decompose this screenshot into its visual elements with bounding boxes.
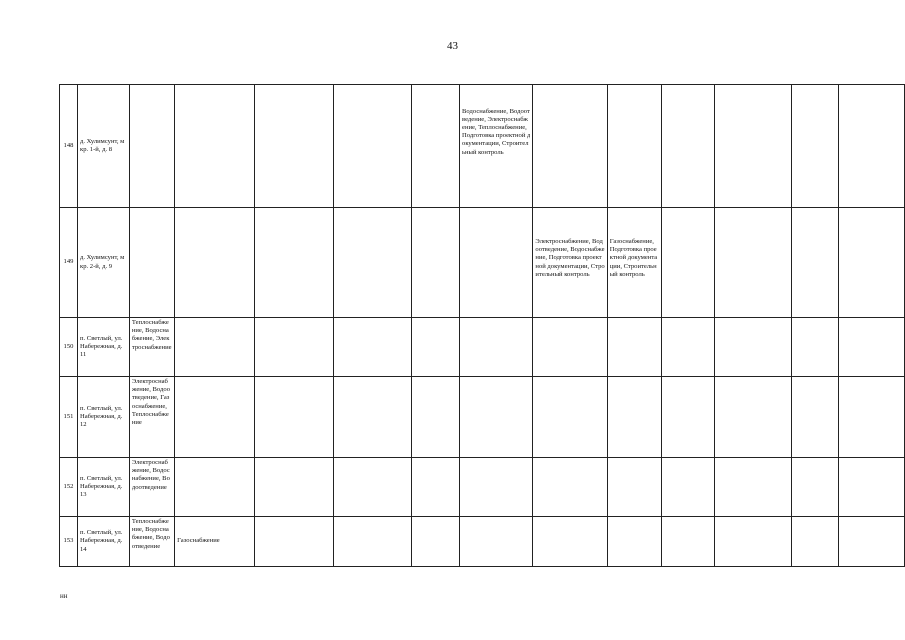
work-cell	[460, 318, 533, 377]
work-cell-text: Электроснабжение, Водоснабжение, Водоотведение	[131, 459, 170, 491]
work-cell-text: Теплоснабжение, Водоснабжение, Водоотведение	[131, 518, 170, 550]
address-cell: п. Светлый, ул. Набережная, д. 14	[77, 517, 129, 567]
row-number: 153	[60, 517, 78, 567]
table-row	[60, 208, 905, 318]
work-cell	[607, 85, 661, 208]
address-cell: д. Хулимсунт, мкр. 2-й, д. 9	[77, 208, 129, 318]
work-cell	[607, 517, 661, 567]
empty-cell	[412, 85, 460, 208]
address-cell: п. Светлый, ул. Набережная, д. 13	[77, 458, 129, 517]
work-cell	[460, 458, 533, 517]
empty-cell	[662, 208, 715, 318]
work-cell-text: Электроснабжение, Водоотведение, Водоснабжение, Подготовка проектной документации, Строительный контроль	[535, 238, 605, 278]
empty-cell	[662, 377, 715, 458]
page-number: 43	[447, 40, 458, 52]
work-cell	[607, 318, 661, 377]
work-cell	[607, 458, 661, 517]
empty-cell	[334, 458, 412, 517]
empty-cell	[839, 318, 905, 377]
table-row	[60, 458, 905, 517]
table-row	[60, 377, 905, 458]
empty-cell	[412, 208, 460, 318]
empty-cell	[254, 377, 333, 458]
row-number: 151	[60, 377, 78, 458]
empty-cell	[791, 458, 839, 517]
empty-cell	[412, 458, 460, 517]
empty-cell	[412, 517, 460, 567]
work-cell	[175, 85, 255, 208]
row-number: 152	[60, 458, 78, 517]
empty-cell	[715, 377, 792, 458]
table-row	[60, 318, 905, 377]
empty-cell	[839, 458, 905, 517]
empty-cell	[715, 517, 792, 567]
empty-cell	[662, 517, 715, 567]
work-cell: Газоснабжение	[175, 517, 255, 567]
address-cell: д. Хулимсунт, мкр. 1-й, д. 8	[77, 85, 129, 208]
work-cell	[533, 377, 607, 458]
work-cell	[607, 208, 661, 318]
work-cell	[460, 85, 533, 208]
empty-cell	[839, 377, 905, 458]
work-cell	[175, 208, 255, 318]
work-cell-text: Электроснабжение, Водоотведение, Газоснабжение, Теплоснабжение	[131, 378, 170, 427]
empty-cell	[715, 458, 792, 517]
work-cell	[129, 318, 174, 377]
work-cell	[460, 517, 533, 567]
empty-cell	[791, 377, 839, 458]
empty-cell	[412, 318, 460, 377]
works-table	[59, 84, 905, 567]
work-cell	[175, 318, 255, 377]
row-number: 149	[60, 208, 78, 318]
empty-cell	[254, 208, 333, 318]
work-cell	[533, 208, 607, 318]
work-cell-text: Теплоснабжение, Водоснабжение, Электроснабжение	[131, 319, 172, 351]
empty-cell	[334, 318, 412, 377]
empty-cell	[254, 517, 333, 567]
work-cell	[533, 517, 607, 567]
empty-cell	[791, 85, 839, 208]
empty-cell	[334, 517, 412, 567]
work-cell	[129, 458, 174, 517]
empty-cell	[254, 318, 333, 377]
work-cell	[533, 85, 607, 208]
empty-cell	[791, 208, 839, 318]
work-cell	[129, 517, 174, 567]
work-cell	[175, 458, 255, 517]
table-row	[60, 517, 905, 567]
empty-cell	[662, 318, 715, 377]
work-cell	[533, 458, 607, 517]
address-cell: п. Светлый, ул. Набережная, д. 11	[77, 318, 129, 377]
work-cell-text: Газоснабжение, Подготовка проектной документации, Строительный контроль	[609, 238, 658, 278]
empty-cell	[791, 318, 839, 377]
row-number: 148	[60, 85, 78, 208]
empty-cell	[839, 208, 905, 318]
empty-cell	[334, 85, 412, 208]
empty-cell	[334, 377, 412, 458]
address-cell: п. Светлый, ул. Набережная, д. 12	[77, 377, 129, 458]
work-cell-text: Водоснабжение, Водоотведение, Электроснабжение, Теплоснабжение, Подготовка проектной документации, Строительный контроль	[462, 107, 531, 156]
empty-cell	[715, 208, 792, 318]
empty-cell	[254, 458, 333, 517]
table-row	[60, 85, 905, 208]
work-cell	[533, 318, 607, 377]
work-cell	[460, 377, 533, 458]
work-cell	[129, 208, 174, 318]
row-number: 150	[60, 318, 78, 377]
empty-cell	[662, 85, 715, 208]
footer-mark: нн	[60, 592, 68, 600]
empty-cell	[839, 85, 905, 208]
empty-cell	[334, 208, 412, 318]
work-cell	[175, 377, 255, 458]
empty-cell	[715, 318, 792, 377]
work-cell	[129, 85, 174, 208]
work-cell	[129, 377, 174, 458]
empty-cell	[254, 85, 333, 208]
work-cell	[460, 208, 533, 318]
empty-cell	[412, 377, 460, 458]
empty-cell	[839, 517, 905, 567]
empty-cell	[715, 85, 792, 208]
empty-cell	[662, 458, 715, 517]
work-cell	[607, 377, 661, 458]
empty-cell	[791, 517, 839, 567]
